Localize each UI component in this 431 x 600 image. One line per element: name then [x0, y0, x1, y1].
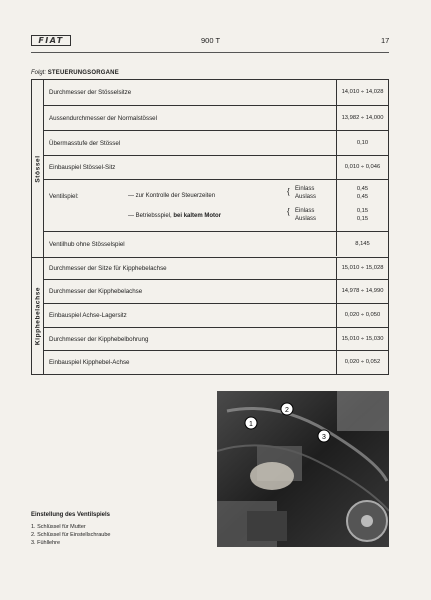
caption-item: 1. Schlüssel für Mutter	[31, 524, 86, 530]
row-value: 0,020 ÷ 0,052	[344, 359, 381, 365]
valve-operating-label: — Betriebsspiel, bei kaltem Motor	[128, 213, 222, 219]
row-value: 13,982 ÷ 14,000	[341, 115, 384, 121]
inlet-label: Einlass	[295, 186, 315, 192]
inlet-label: Einlass	[295, 208, 315, 214]
table-row	[43, 257, 388, 280]
header-rule	[31, 52, 389, 53]
table-row	[43, 131, 388, 156]
caption-item: 3. Fühllehre	[31, 540, 61, 546]
section-prefix: Folgt:	[31, 70, 47, 76]
row-value: 14,978 ÷ 14,990	[341, 288, 384, 294]
row-label: Übermasstufe der Stössel	[49, 140, 121, 147]
row-label: Einbauspiel Stössel-Sitz	[49, 164, 116, 171]
engine-photo	[217, 391, 389, 547]
group-kipphebelachse	[32, 257, 388, 374]
engine-photo-drawing	[217, 391, 389, 547]
outlet-label: Auslass	[295, 216, 317, 222]
row-value: 0,15	[356, 216, 369, 222]
group-label-kipphebelachse: Kipphebelachse	[34, 286, 41, 345]
section-name: STEUERUNGSORGANE	[47, 70, 119, 76]
row-value: 0,15	[356, 208, 369, 214]
row-value: 0,45	[356, 194, 369, 200]
row-label: Durchmesser der Sitze für Kipphebelachse	[49, 265, 167, 272]
page-number: 17	[381, 36, 390, 45]
row-value: 8,145	[355, 241, 370, 247]
brace-icon: {	[287, 207, 290, 216]
table-row	[43, 80, 388, 106]
spec-table	[31, 79, 389, 375]
row-label: Einbauspiel Kipphebel-Achse	[49, 359, 130, 366]
section-title	[31, 70, 119, 76]
row-label: Durchmesser der Stösselsitze	[49, 89, 132, 96]
table-row	[43, 304, 388, 328]
caption-item: 2. Schlüssel für Einstellschraube	[31, 532, 111, 538]
row-label: Durchmesser der Kipphebelbohrung	[49, 336, 149, 343]
fiat-logo: FIAT	[31, 35, 71, 46]
row-value: 15,010 ÷ 15,030	[341, 336, 384, 342]
valve-check-label: — zur Kontrolle der Steuerzeiten	[128, 193, 216, 199]
table-row	[43, 280, 388, 304]
callout-1-label: 1	[249, 421, 253, 428]
row-value: 0,010 ÷ 0,046	[344, 164, 381, 170]
table-row	[43, 351, 388, 374]
group-label-stoessel: Stössel	[34, 154, 41, 183]
caption-title: Einstellung des Ventilspiels	[31, 512, 111, 518]
model-name: 900 T	[201, 36, 221, 45]
callout-2-label: 2	[285, 407, 289, 414]
table-row	[43, 106, 388, 131]
row-label: Ventilhub ohne Stösselspiel	[49, 241, 125, 248]
row-label: Aussendurchmesser der Normalstössel	[49, 115, 157, 122]
table-row	[43, 232, 388, 256]
outlet-label: Auslass	[295, 194, 317, 200]
row-value: 0,45	[356, 186, 369, 192]
row-label: Einbauspiel Achse-Lagersitz	[49, 312, 127, 319]
row-value: 0,10	[356, 140, 369, 146]
table-row-valve-clearance	[43, 180, 388, 232]
callout-3-label: 3	[322, 434, 326, 441]
row-value: 15,010 ÷ 15,028	[341, 265, 384, 271]
row-label: Durchmesser der Kipphebelachse	[49, 288, 143, 295]
row-value: 14,010 ÷ 14,028	[341, 89, 384, 95]
row-label: Ventilspiel:	[49, 193, 79, 200]
table-row	[43, 328, 388, 351]
row-value: 0,020 ÷ 0,050	[344, 312, 381, 318]
brace-icon: {	[287, 187, 290, 196]
table-row	[43, 156, 388, 180]
group-stoessel	[32, 80, 388, 258]
